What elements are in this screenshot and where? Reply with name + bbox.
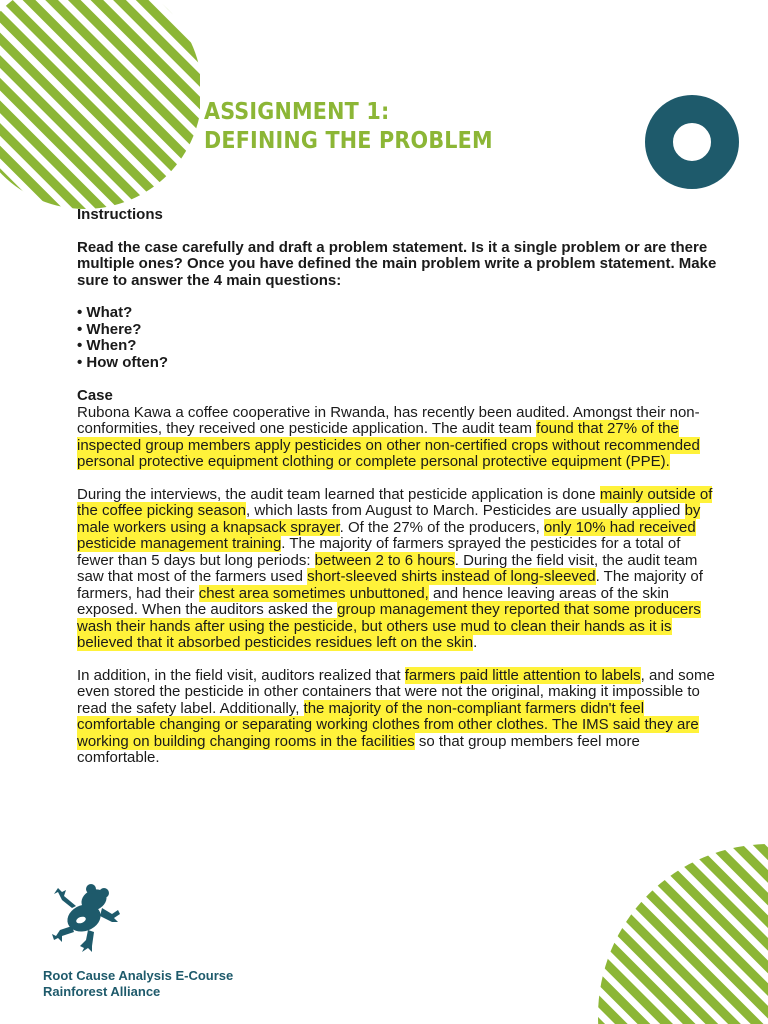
text-span: . The majority of farmers sprayed the pesticides for a total of fewer than 5 days but long periods: (77, 535, 681, 569)
text-span: In addition, in the field visit, auditors realized that (77, 666, 405, 684)
text-span: . During the field visit, the audit team saw that most of the farmers used (77, 551, 698, 585)
highlighted-text: mainly outside of the coffee picking season (77, 485, 713, 519)
highlighted-text: the majority of the non-compliant farmers didn't feel comfortable changing or separating working clothes from other clothes. The IMS said they are working on building changing rooms in the facilities (77, 699, 699, 750)
diagonal-stripe-circle-decoration (598, 826, 768, 1024)
text-span: , which lasts from August to March. Pesticides are usually applied (246, 502, 685, 519)
highlighted-text: chest area sometimes unbuttoned, (198, 584, 429, 602)
case-paragraph-1 (77, 405, 717, 471)
highlighted-text: group management they reported that some producers wash their hands after using the pesticide, but others use mud to clean their hands as it is believed that it absorbed pesticides residues left on the skin (77, 601, 701, 651)
highlighted-text: only 10% had received pesticide management training (77, 518, 696, 552)
page-title (204, 98, 493, 156)
text-span: so that group members feel more comfortable. (77, 732, 640, 766)
case-heading: Case (77, 387, 113, 404)
text-span: . The majority of farmers, had their (77, 568, 703, 602)
highlighted-text: between 2 to 6 hours (314, 551, 455, 569)
text-span: . (473, 634, 478, 651)
question-how-often: • How often? (77, 353, 169, 371)
case-paragraph-3 (77, 668, 717, 767)
teal-ring-decoration (645, 95, 739, 189)
instructions-text: Read the case carefully and draft a problem statement. Is it a single problem or are there multiple ones? Once you have defined the main problem write a problem statement. Make sure to answer the 4 main questions: (77, 238, 717, 289)
question-when: • When? (77, 337, 137, 354)
questions-list (77, 305, 717, 371)
highlighted-text: farmers paid little attention to labels (404, 666, 641, 684)
question-where: • Where? (77, 320, 142, 338)
highlighted-text: short-sleeved shirts instead of long-sleeved (307, 568, 596, 585)
instructions-heading: Instructions (77, 206, 163, 223)
case-paragraph-2 (77, 487, 717, 652)
frog-logo (48, 878, 122, 954)
question-what: • What? (77, 304, 133, 321)
footer (43, 968, 233, 999)
text-span: and hence leaving areas of the skin exposed. When the auditors asked the (77, 584, 670, 618)
highlighted-text: by male workers using a knapsack sprayer (77, 502, 701, 536)
text-span: , and some even stored the pesticide in other containers that were not the original, making it impossible to read the safety label. Additionally, (77, 666, 715, 717)
diagonal-stripe-circle-decoration (0, 0, 200, 215)
text-span: During the interviews, the audit team learned that pesticide application is done (77, 485, 600, 503)
text-span: Rubona Kawa a coffee cooperative in Rwanda, has recently been audited. Amongst their non-conformities, they received one pesticide application. The audit team (77, 403, 700, 437)
title-line-1: ASSIGNMENT 1: (204, 99, 390, 125)
title-line-2: DEFINING THE PROBLEM (204, 128, 493, 154)
highlighted-text: found that 27% of the inspected group members apply pesticides on other non-certified crops without recommended personal protective equipment clothing or complete personal protective equipment (PPE). (77, 420, 700, 470)
text-span: . Of the 27% of the producers, (339, 518, 544, 536)
document-body (77, 207, 717, 783)
footer-organization: Rainforest Alliance (43, 983, 161, 999)
footer-course-name: Root Cause Analysis E-Course (43, 968, 234, 983)
